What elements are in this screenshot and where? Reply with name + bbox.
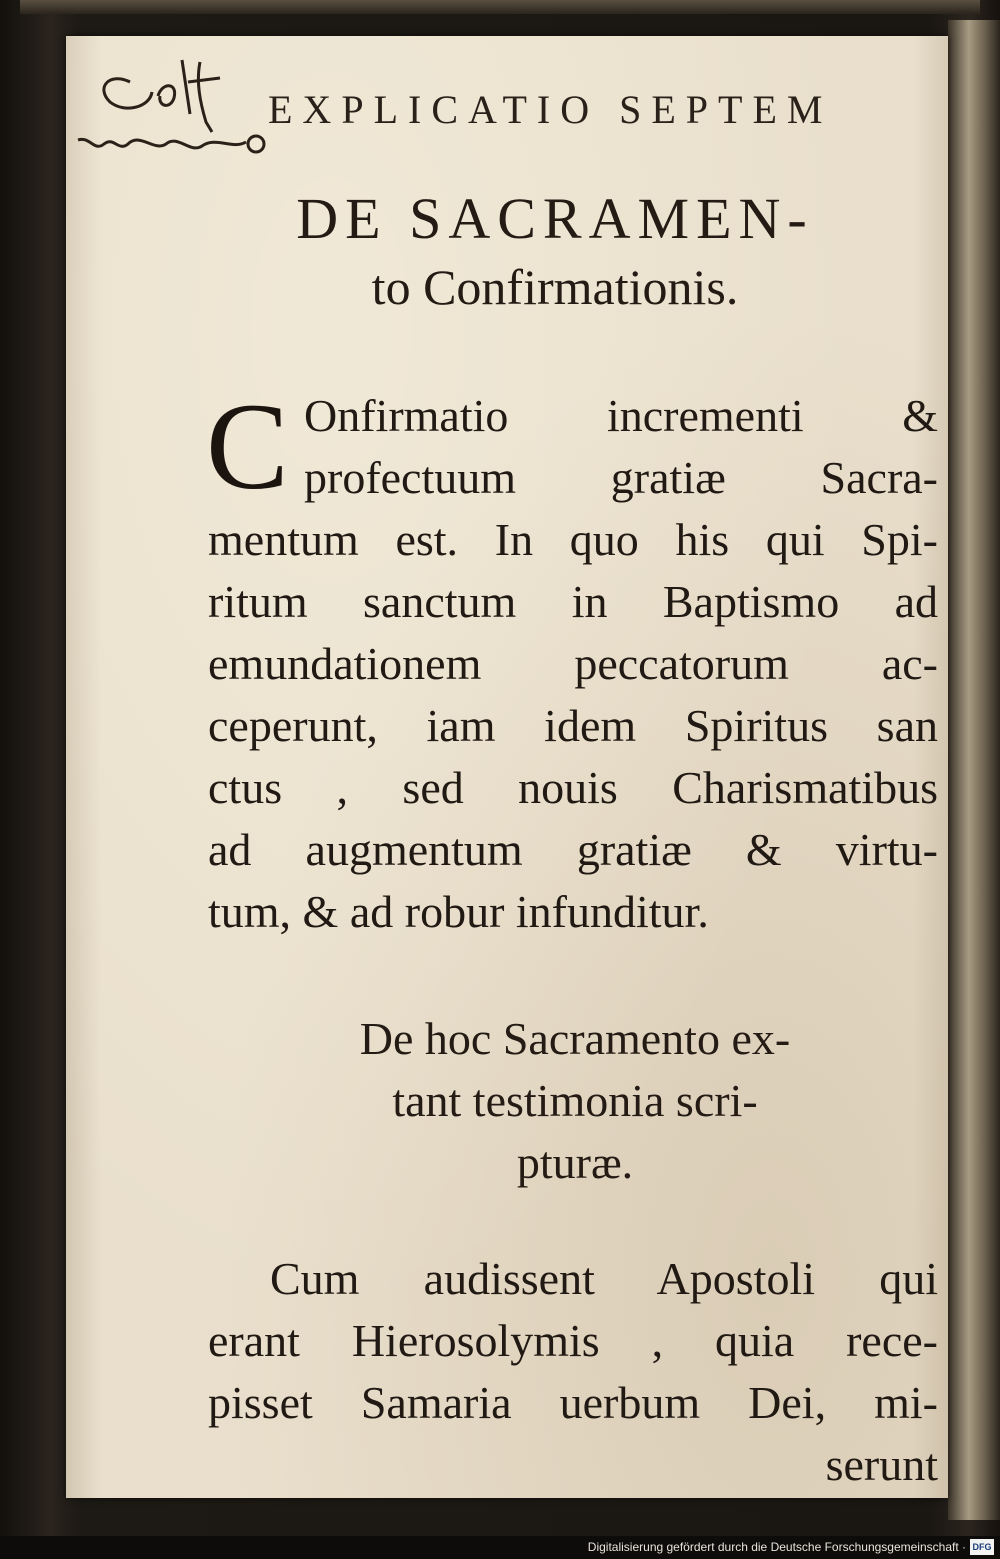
- handwriting-icon: [70, 52, 270, 172]
- subheading: [210, 1008, 940, 1194]
- text-line: profectuum gratiæ Sacra-: [304, 452, 938, 503]
- text-line: ceperunt, iam idem Spiritus san: [208, 700, 938, 751]
- text-line: ctus , sed nouis Charismatibus: [208, 762, 938, 813]
- footer-bar: [0, 1536, 1000, 1559]
- title-line-1: DE SACRAMEN-: [296, 186, 814, 251]
- text-line: emundationem peccatorum ac-: [208, 638, 938, 689]
- text-line: tum, & ad robur infunditur.: [208, 886, 709, 937]
- text-line: mentum est. In quo his qui Spi-: [208, 514, 938, 565]
- text-line: ritum sanctum in Baptismo ad: [208, 576, 938, 627]
- text-line: Cum audissent Apostoli qui: [270, 1253, 938, 1304]
- text-line: Onfirmatio incrementi &: [304, 390, 938, 441]
- footer-credit: Digitalisierung gefördert durch die Deutsche Forschungsgemeinschaft ·: [587, 1540, 966, 1554]
- previous-page-edge: [20, 0, 980, 14]
- text-line: ad augmentum gratiæ & virtu-: [208, 824, 938, 875]
- text-line: pisset Samaria uerbum Dei, mi-: [208, 1377, 938, 1428]
- text-line: erant Hierosolymis , quia rece-: [208, 1315, 938, 1366]
- paragraph-2: [208, 1248, 938, 1496]
- subheading-line: pturæ.: [516, 1137, 634, 1188]
- running-head: EXPLICATIO SEPTEM: [268, 87, 833, 132]
- subheading-line: tant testimonia scri-: [392, 1075, 758, 1126]
- catchword: serunt: [825, 1439, 938, 1490]
- dfg-logo-icon[interactable]: DFG: [970, 1539, 994, 1555]
- paragraph-1: [206, 378, 938, 943]
- title-line-2: to Confirmationis.: [371, 259, 739, 315]
- section-title: [160, 186, 950, 315]
- book-edge: [948, 20, 1000, 1520]
- drop-cap: C: [206, 378, 289, 515]
- handwritten-margin-note: [70, 52, 270, 172]
- subheading-line: De hoc Sacramento ex-: [359, 1013, 791, 1064]
